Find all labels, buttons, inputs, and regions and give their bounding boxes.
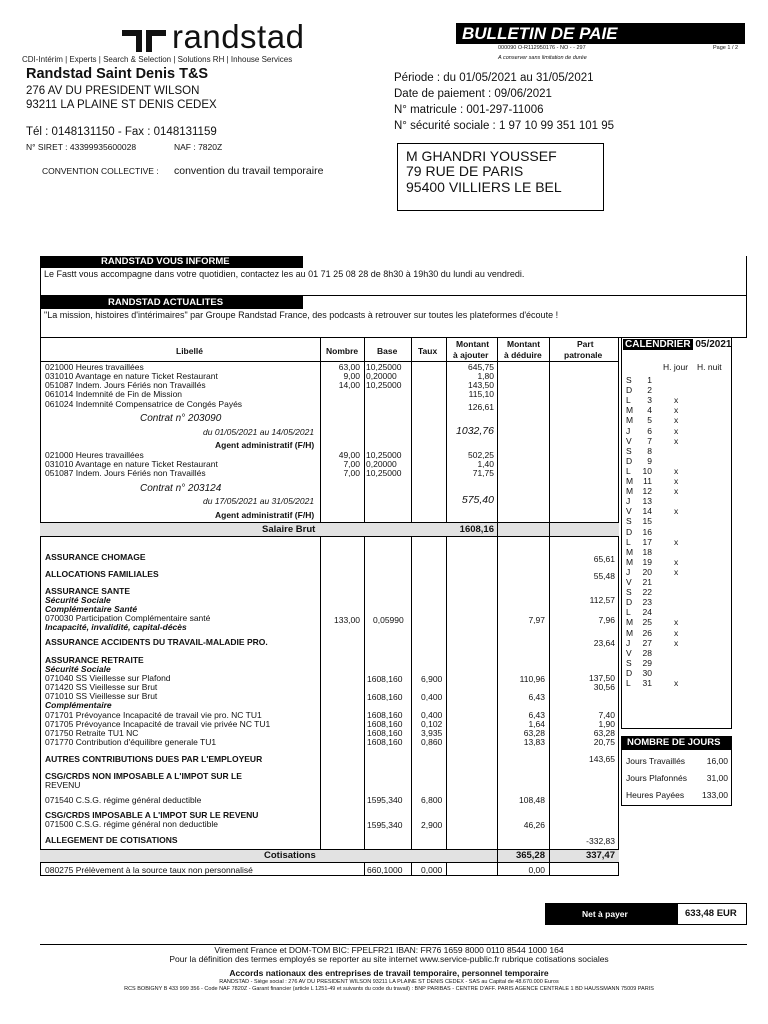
calendar-day-number: 21: [642, 577, 652, 587]
calendar-day-letter: V: [626, 647, 632, 658]
retraite-row-base: 1608,160: [367, 674, 403, 684]
calendar-day-number: 3: [647, 395, 652, 406]
doc-conserve: A conserver sans limitation de durée: [498, 55, 587, 61]
col-line-4: [446, 337, 447, 849]
csg-non-base: 1595,340: [367, 795, 403, 805]
employer-siret: N° SIRET : 43399935600028: [26, 142, 137, 152]
csg-non-deduire: 108,48: [519, 795, 545, 805]
retraite-row-taux: 0,860: [421, 737, 443, 747]
header-ajouter-2: à ajouter: [453, 350, 489, 360]
calendar-day-letter: M: [626, 556, 634, 567]
row-base: 10,25000: [366, 468, 402, 478]
col-line-6: [549, 337, 550, 876]
retraite-row-patronale: 7,40: [598, 710, 615, 720]
sante-secu-patronale: 112,57: [589, 595, 615, 605]
row-nombre: 9,00: [343, 371, 360, 381]
row-label: 061024 Indemnité Compensatrice de Congés Payés: [45, 399, 243, 409]
autres-patronale: 143,65: [589, 754, 615, 764]
calendar-day-worked-mark: x: [674, 465, 679, 476]
calendar-day-worked-mark: x: [674, 395, 679, 406]
header-base: Base: [377, 346, 398, 356]
calendar-day-letter: S: [626, 587, 632, 598]
employer-name: Randstad Saint Denis T&S: [26, 66, 209, 82]
calendar-day-worked-mark: x: [674, 405, 679, 416]
tagline-cdi: CDI-Intérim: [22, 55, 63, 64]
retraite-row-label: 071010 SS Vieillesse sur Brut: [45, 691, 158, 701]
row-base: 0,20000: [366, 459, 397, 469]
logo-wordmark: randstad: [172, 18, 305, 55]
retraite-row-taux: 0,400: [421, 692, 443, 702]
csg-imp-deduire: 46,26: [523, 820, 545, 830]
calendar-day-letter: V: [626, 577, 632, 587]
header-nombre: Nombre: [326, 346, 359, 356]
convention-label: CONVENTION COLLECTIVE :: [42, 166, 159, 176]
sante-compl: Complémentaire Santé: [45, 604, 138, 614]
col-line-9: [446, 863, 447, 876]
retraite-row-taux: 6,900: [421, 674, 443, 684]
table-row: [45, 469, 206, 478]
jours-travailles-label: Jours Travaillés: [626, 756, 686, 766]
calendar-day-letter: J: [626, 566, 631, 577]
sante-row-deduire: 7,97: [528, 615, 545, 625]
row-label: 031010 Avantage en nature Ticket Restaurant: [45, 459, 218, 469]
calendar-day-number: 12: [642, 486, 652, 497]
calendar-day-number: 11: [643, 476, 652, 486]
row-nombre: 49,00: [338, 450, 360, 460]
row-label: 021000 Heures travaillées: [45, 362, 144, 372]
row-base: 10,25000: [366, 380, 402, 390]
row-ajouter: 115,10: [468, 389, 494, 399]
retraite-row-deduire: 1,64: [528, 719, 545, 729]
autres-label: AUTRES CONTRIBUTIONS DUES PAR L'EMPLOYEUR: [45, 754, 263, 764]
sb-line-a: [497, 522, 498, 537]
retraite-label: ASSURANCE RETRAITE: [45, 655, 144, 665]
col-line-7: [364, 863, 365, 876]
retraite-row-base: 1608,160: [367, 719, 403, 729]
retraite-row-taux: 0,102: [421, 719, 443, 729]
net-label: Net à payer: [582, 909, 628, 919]
tagline-experts: Experts: [69, 55, 97, 64]
retraite-row-label: 071750 Retraite TU1 NC: [45, 728, 139, 738]
chomage-label: ASSURANCE CHOMAGE: [45, 552, 146, 562]
calendar-day-letter: D: [626, 455, 633, 466]
jours-travailles-value: 16,00: [706, 756, 728, 766]
retraite-row-deduire: 6,43: [528, 710, 545, 720]
calendar-day-letter: D: [626, 385, 633, 396]
row-nombre: 7,00: [343, 468, 360, 478]
informe-title: RANDSTAD VOUS INFORME: [101, 256, 230, 267]
calendar-day-letter: M: [626, 486, 634, 497]
retraite-row-label: 071770 Contribution d'équilibre generale TU1: [45, 737, 217, 747]
heures-payees-value: 133,00: [702, 790, 728, 800]
csg-imp-base: 1595,340: [367, 820, 403, 830]
calendar-day-number: 27: [642, 637, 652, 648]
row-ajouter: 645,75: [468, 362, 494, 372]
sb-line-b: [549, 522, 550, 537]
chomage-patronale: 65,61: [593, 554, 615, 564]
contrat1-number: Contrat n° 203090: [140, 413, 222, 424]
calendar-day-letter: S: [626, 375, 632, 385]
col-line-1: [320, 337, 321, 849]
randstad-logo-icon: [120, 26, 168, 54]
row-ajouter: 1,40: [477, 459, 494, 469]
retraite-row-patronale: 20,75: [593, 737, 615, 747]
calendar-day-number: 18: [642, 546, 652, 557]
table-row: [45, 390, 182, 399]
alloc-patronale: 55,48: [593, 571, 615, 581]
row-label: 061014 Indemnité de Fin de Mission: [45, 389, 183, 399]
footer-bank: Virement France et DOM-TOM BIC: FPELFR21 IBAN: FR76 1659 8000 0110 8544 1000 164: [214, 945, 564, 955]
sante-label: ASSURANCE SANTE: [45, 586, 131, 596]
row-base: 10,25000: [366, 450, 402, 460]
retraite-compl: Complémentaire: [45, 700, 112, 710]
doc-page: Page 1 / 2: [713, 45, 739, 51]
calendar-day-letter: M: [626, 415, 634, 426]
employee-address1: 79 RUE DE PARIS: [406, 163, 524, 179]
calendar-day-worked-mark: x: [674, 556, 679, 567]
calendar-day-letter: J: [626, 496, 631, 507]
contrat2-poste: Agent administratif (F/H): [215, 510, 315, 520]
header-deduire-2: à déduire: [504, 350, 542, 360]
header-patronale-1: Part: [577, 339, 594, 349]
calendar-day-number: 30: [642, 667, 652, 678]
calendar-day-number: 16: [642, 526, 652, 537]
at-label: ASSURANCE ACCIDENTS DU TRAVAIL-MALADIE PRO.: [45, 637, 268, 647]
row-label: 031010 Avantage en nature Ticket Restaurant: [45, 371, 218, 381]
retraite-row-deduire: 13,83: [523, 737, 545, 747]
calendar-day-letter: S: [626, 445, 632, 456]
calendar-day-letter: D: [626, 526, 633, 537]
retraite-row-base: 1608,160: [367, 737, 403, 747]
calendar-month: 05/2021: [695, 339, 732, 350]
calendar-day-number: 26: [642, 627, 652, 638]
sante-row-base: 0,05990: [373, 615, 404, 625]
retraite-row-label: 071420 SS Vieillesse sur Brut: [45, 682, 158, 692]
footer-legal2: RCS BOBIGNY B 433 999 356 - Code NAF 7820Z - Garant financier (article L 1251-49 et suivants du code du travail) : BNP PARIBAS - CENTRE D'AFF. PARIS AGENCE CENTRALE 1 BD HAUSSMANN 75009 PARIS: [124, 986, 654, 992]
row-label: 051087 Indem. Jours Fériés non Travaillés: [45, 380, 206, 390]
calendar-day-worked-mark: x: [674, 566, 679, 577]
csg-imp-taux: 2,900: [421, 820, 443, 830]
contrat2-number: Contrat n° 203124: [140, 483, 222, 494]
calendar-day-letter: L: [626, 607, 631, 618]
randstad-logo: [120, 18, 348, 56]
calendar-h-nuit: H. nuit: [697, 362, 722, 372]
actualites-title: RANDSTAD ACTUALITES: [108, 297, 224, 308]
calendar-day-letter: M: [626, 476, 634, 486]
calendar-day-letter: V: [626, 506, 632, 517]
csg-imp-row-label: 071500 C.S.G. régime général non deductible: [45, 819, 218, 829]
doc-title-bar: [456, 23, 745, 44]
jours-plafonnes-label: Jours Plafonnés: [626, 773, 687, 783]
calendar-day-worked-mark: x: [674, 435, 679, 446]
calendar-day-number: 2: [647, 385, 652, 396]
contrat2-dates: du 17/05/2021 au 31/05/2021: [203, 496, 315, 506]
calendar-day-letter: J: [626, 637, 631, 648]
calendar-day-worked-mark: x: [674, 627, 679, 638]
calendar-day-number: 13: [642, 496, 652, 507]
calendar-day-number: 5: [647, 415, 652, 426]
table-row: [45, 400, 242, 409]
row-ajouter: 143,50: [468, 380, 494, 390]
retraite-row-deduire: 6,43: [528, 692, 545, 702]
informe-text: Le Fastt vous accompagne dans votre quotidien, contactez les au 01 71 25 08 28 de 8h30 à 19h30 du lundi au vendredi.: [44, 269, 525, 279]
footer-accords: Accords nationaux des entreprises de travail temporaire, personnel temporaire: [229, 968, 549, 978]
tagline-search: Search & Selection: [103, 55, 172, 64]
pas-taux: 0,000: [421, 865, 443, 875]
salaire-brut-value: 1608,16: [459, 524, 494, 535]
row-ajouter: 71,75: [472, 468, 494, 478]
employee-box: [397, 143, 604, 211]
calendar-day-letter: L: [626, 678, 631, 688]
tagline-inhouse: Inhouse Services: [230, 55, 293, 64]
net-value: 633,48 EUR: [685, 908, 737, 919]
calendar-day-number: 8: [647, 445, 652, 456]
row-base: 0,20000: [366, 371, 397, 381]
at-patronale: 23,64: [593, 638, 615, 648]
calendar-day-number: 24: [642, 607, 652, 618]
header-patronale-2: patronale: [564, 350, 603, 360]
calendar-day-worked-mark: x: [674, 486, 679, 497]
calendar-day-number: 1: [647, 375, 652, 385]
retraite-row-label: 071701 Prévoyance Incapacité de travail vie pro. NC TU1: [45, 710, 262, 720]
retraite-row-label: 071705 Prévoyance Incapacité de travail vie privée NC TU1: [45, 719, 271, 729]
heures-payees-label: Heures Payées: [626, 790, 685, 800]
contrat1-poste: Agent administratif (F/H): [215, 440, 315, 450]
retraite-row-patronale: 137,50: [589, 673, 615, 683]
sante-row-nombre: 133,00: [334, 615, 360, 625]
col-line-3: [411, 337, 412, 849]
calendar-day-letter: V: [626, 435, 632, 446]
row-nombre: 63,00: [338, 362, 360, 372]
convention-value: convention du travail temporaire: [174, 165, 324, 177]
employer-address2: 93211 LA PLAINE ST DENIS CEDEX: [26, 99, 217, 111]
calendar-day-letter: D: [626, 597, 633, 608]
calendar-day-letter: S: [626, 657, 632, 668]
retraite-row-label: 071040 SS Vieillesse sur Plafond: [45, 673, 171, 683]
doc-ref: 000090 O-R112950176 - NO - - 297: [498, 45, 586, 51]
sante-row-label: 070030 Participation Complémentaire santé: [45, 613, 211, 623]
contrat1-dates: du 01/05/2021 au 14/05/2021: [203, 427, 315, 437]
calendar-day-worked-mark: x: [674, 425, 679, 436]
cotisations-label: Cotisations: [264, 850, 316, 861]
calendar-day-worked-mark: x: [674, 536, 679, 547]
pas-label: 080275 Prélèvement à la source taux non personnalisé: [45, 865, 253, 875]
calendar-title: [623, 339, 732, 350]
row-ajouter: 1,80: [477, 371, 494, 381]
calendar-day-number: 10: [642, 465, 652, 476]
salaire-brut-bar: [40, 522, 619, 537]
employee-address2: 95400 VILLIERS LE BEL: [406, 179, 562, 195]
net-label-bar: [545, 903, 677, 925]
calendar-day-letter: L: [626, 536, 631, 547]
header-deduire-1: Montant: [507, 339, 541, 349]
footer-legal1: RANDSTAD - Siège social : 276 AV DU PRESIDENT WILSON 93211 LA PLAINE ST DENIS CEDEX - SAS au Capital de 48.670.000 Euros: [219, 979, 559, 985]
calendar-day-letter: L: [626, 395, 631, 406]
calendar-day-number: 6: [647, 425, 652, 436]
retraite-row-deduire: 110,96: [519, 674, 545, 684]
allegement-patronale: -332,83: [586, 836, 615, 846]
retraite-row-patronale: 1,90: [598, 719, 615, 729]
retraite-row-taux: 0,400: [421, 710, 443, 720]
jours-title: NOMBRE DE JOURS: [627, 737, 721, 748]
calendar-day-number: 29: [642, 657, 652, 668]
cotisations-patronale: 337,47: [585, 850, 615, 861]
row-label: 051087 Indem. Jours Fériés non Travaillés: [45, 468, 206, 478]
calendar-day-number: 28: [642, 647, 652, 658]
calendar-day-worked-mark: x: [674, 476, 679, 486]
retraite-row-deduire: 63,28: [523, 728, 545, 738]
calendar-day-worked-mark: x: [674, 637, 679, 648]
calendar-day-number: 4: [647, 405, 652, 416]
csg-non-label2: REVENU: [45, 780, 81, 790]
retraite-row-taux: 3,935: [421, 728, 443, 738]
calendar-day-number: 9: [647, 455, 652, 466]
calendar-day-letter: M: [626, 546, 634, 557]
csg-non-label1: CSG/CRDS NON IMPOSABLE A L'IMPOT SUR LE: [45, 771, 242, 781]
employer-phone: Tél : 0148131150 - Fax : 0148131159: [26, 126, 217, 138]
contrat2-total: 575,40: [461, 494, 494, 506]
tagline-solutions: Solutions RH: [177, 55, 225, 64]
allegement-label: ALLEGEMENT DE COTISATIONS: [45, 835, 178, 845]
retraite-secu: Sécurité Sociale: [45, 664, 111, 674]
row-base: 10,25000: [366, 362, 402, 372]
calendar-day-number: 23: [642, 597, 652, 608]
header-taux: Taux: [418, 346, 438, 356]
csg-non-taux: 6,800: [421, 795, 443, 805]
row-nombre: 7,00: [343, 459, 360, 469]
logo-tagline: CDI-Intérim | Experts | Search & Selection | Solutions RH | Inhouse Services: [22, 55, 293, 64]
calendar-day-letter: D: [626, 667, 633, 678]
sante-secu: Sécurité Sociale: [45, 595, 111, 605]
alloc-label: ALLOCATIONS FAMILIALES: [45, 569, 159, 579]
salaire-brut-label: Salaire Brut: [262, 524, 316, 535]
csg-imp-label: CSG/CRDS IMPOSABLE A L'IMPOT SUR LE REVENU: [45, 810, 259, 820]
periode: Période : du 01/05/2021 au 31/05/2021: [394, 72, 594, 84]
retraite-row-patronale: 63,28: [593, 728, 615, 738]
calendar-day-number: 17: [642, 536, 652, 547]
calendar-day-number: 25: [642, 617, 652, 628]
calendar-day-worked-mark: x: [674, 506, 679, 517]
calendar-day-number: 14: [642, 506, 652, 517]
calendar-day-letter: S: [626, 516, 632, 527]
calendar-h-jour: H. jour: [663, 362, 689, 372]
retraite-row-base: 1608,160: [367, 728, 403, 738]
cot-line-a: [497, 849, 498, 863]
header-libelle: Libellé: [176, 346, 203, 356]
csg-non-row-label: 071540 C.S.G. régime général deductible: [45, 795, 202, 805]
date-paiement: Date de paiement : 09/06/2021: [394, 88, 552, 100]
calendar-day-number: 22: [642, 587, 652, 598]
retraite-row-base: 1608,160: [367, 692, 403, 702]
actualites-text: "La mission, histoires d'intérimaires" par Groupe Randstad France, des podcasts à retrouver sur toutes les plateformes d'écoute !: [44, 310, 559, 320]
calendar-day-worked-mark: x: [674, 617, 679, 628]
calendar-day-letter: M: [626, 405, 634, 416]
sante-row-patronale: 7,96: [598, 615, 615, 625]
jours-plafonnes-value: 31,00: [706, 773, 728, 783]
calendar-day-number: 20: [642, 566, 652, 577]
employer-naf: NAF : 7820Z: [174, 142, 223, 152]
calendar-day-number: 19: [642, 556, 652, 567]
calendar-day-letter: J: [626, 425, 631, 436]
calendar-label: CALENDRIER: [625, 339, 691, 350]
pas-deduire: 0,00: [528, 865, 545, 875]
contrat1-total: 1032,76: [456, 425, 494, 437]
footer-service-public: Pour la définition des termes employés se reporter au site internet www.service-public.fr rubrique cotisations sociales: [169, 954, 609, 964]
pas-base: 660,1000: [367, 865, 403, 875]
col-line-2: [364, 337, 365, 849]
calendar-day-letter: M: [626, 617, 634, 628]
retraite-row-patronale: 30,56: [593, 682, 615, 692]
col-line-8: [411, 863, 412, 876]
row-ajouter: 126,61: [468, 402, 494, 412]
header-ajouter-1: Montant: [456, 339, 490, 349]
row-ajouter: 502,25: [468, 450, 494, 460]
cotisations-deduire: 365,28: [515, 850, 545, 861]
sante-incap: Incapacité, invalidité, capital-décès: [45, 622, 187, 632]
calendar-day-letter: L: [626, 465, 631, 476]
calendar-day-letter: M: [626, 627, 634, 638]
secu-number: N° sécurité sociale : 1 97 10 99 351 101 95: [394, 120, 615, 132]
calendar-day-number: 31: [642, 678, 652, 688]
col-line-5: [497, 337, 498, 876]
retraite-row-base: 1608,160: [367, 710, 403, 720]
row-label: 021000 Heures travaillées: [45, 450, 144, 460]
doc-title: BULLETIN DE PAIE: [462, 24, 618, 43]
employee-name: M GHANDRI YOUSSEF: [406, 148, 557, 164]
row-nombre: 14,00: [338, 380, 360, 390]
calendar-day-worked-mark: x: [674, 415, 679, 426]
matricule: N° matricule : 001-297-11006: [394, 104, 544, 116]
calendar-day-number: 7: [647, 435, 652, 446]
calendar-day-number: 15: [642, 516, 652, 527]
calendar-day-worked-mark: x: [674, 678, 679, 688]
employer-address1: 276 AV DU PRESIDENT WILSON: [26, 85, 200, 97]
